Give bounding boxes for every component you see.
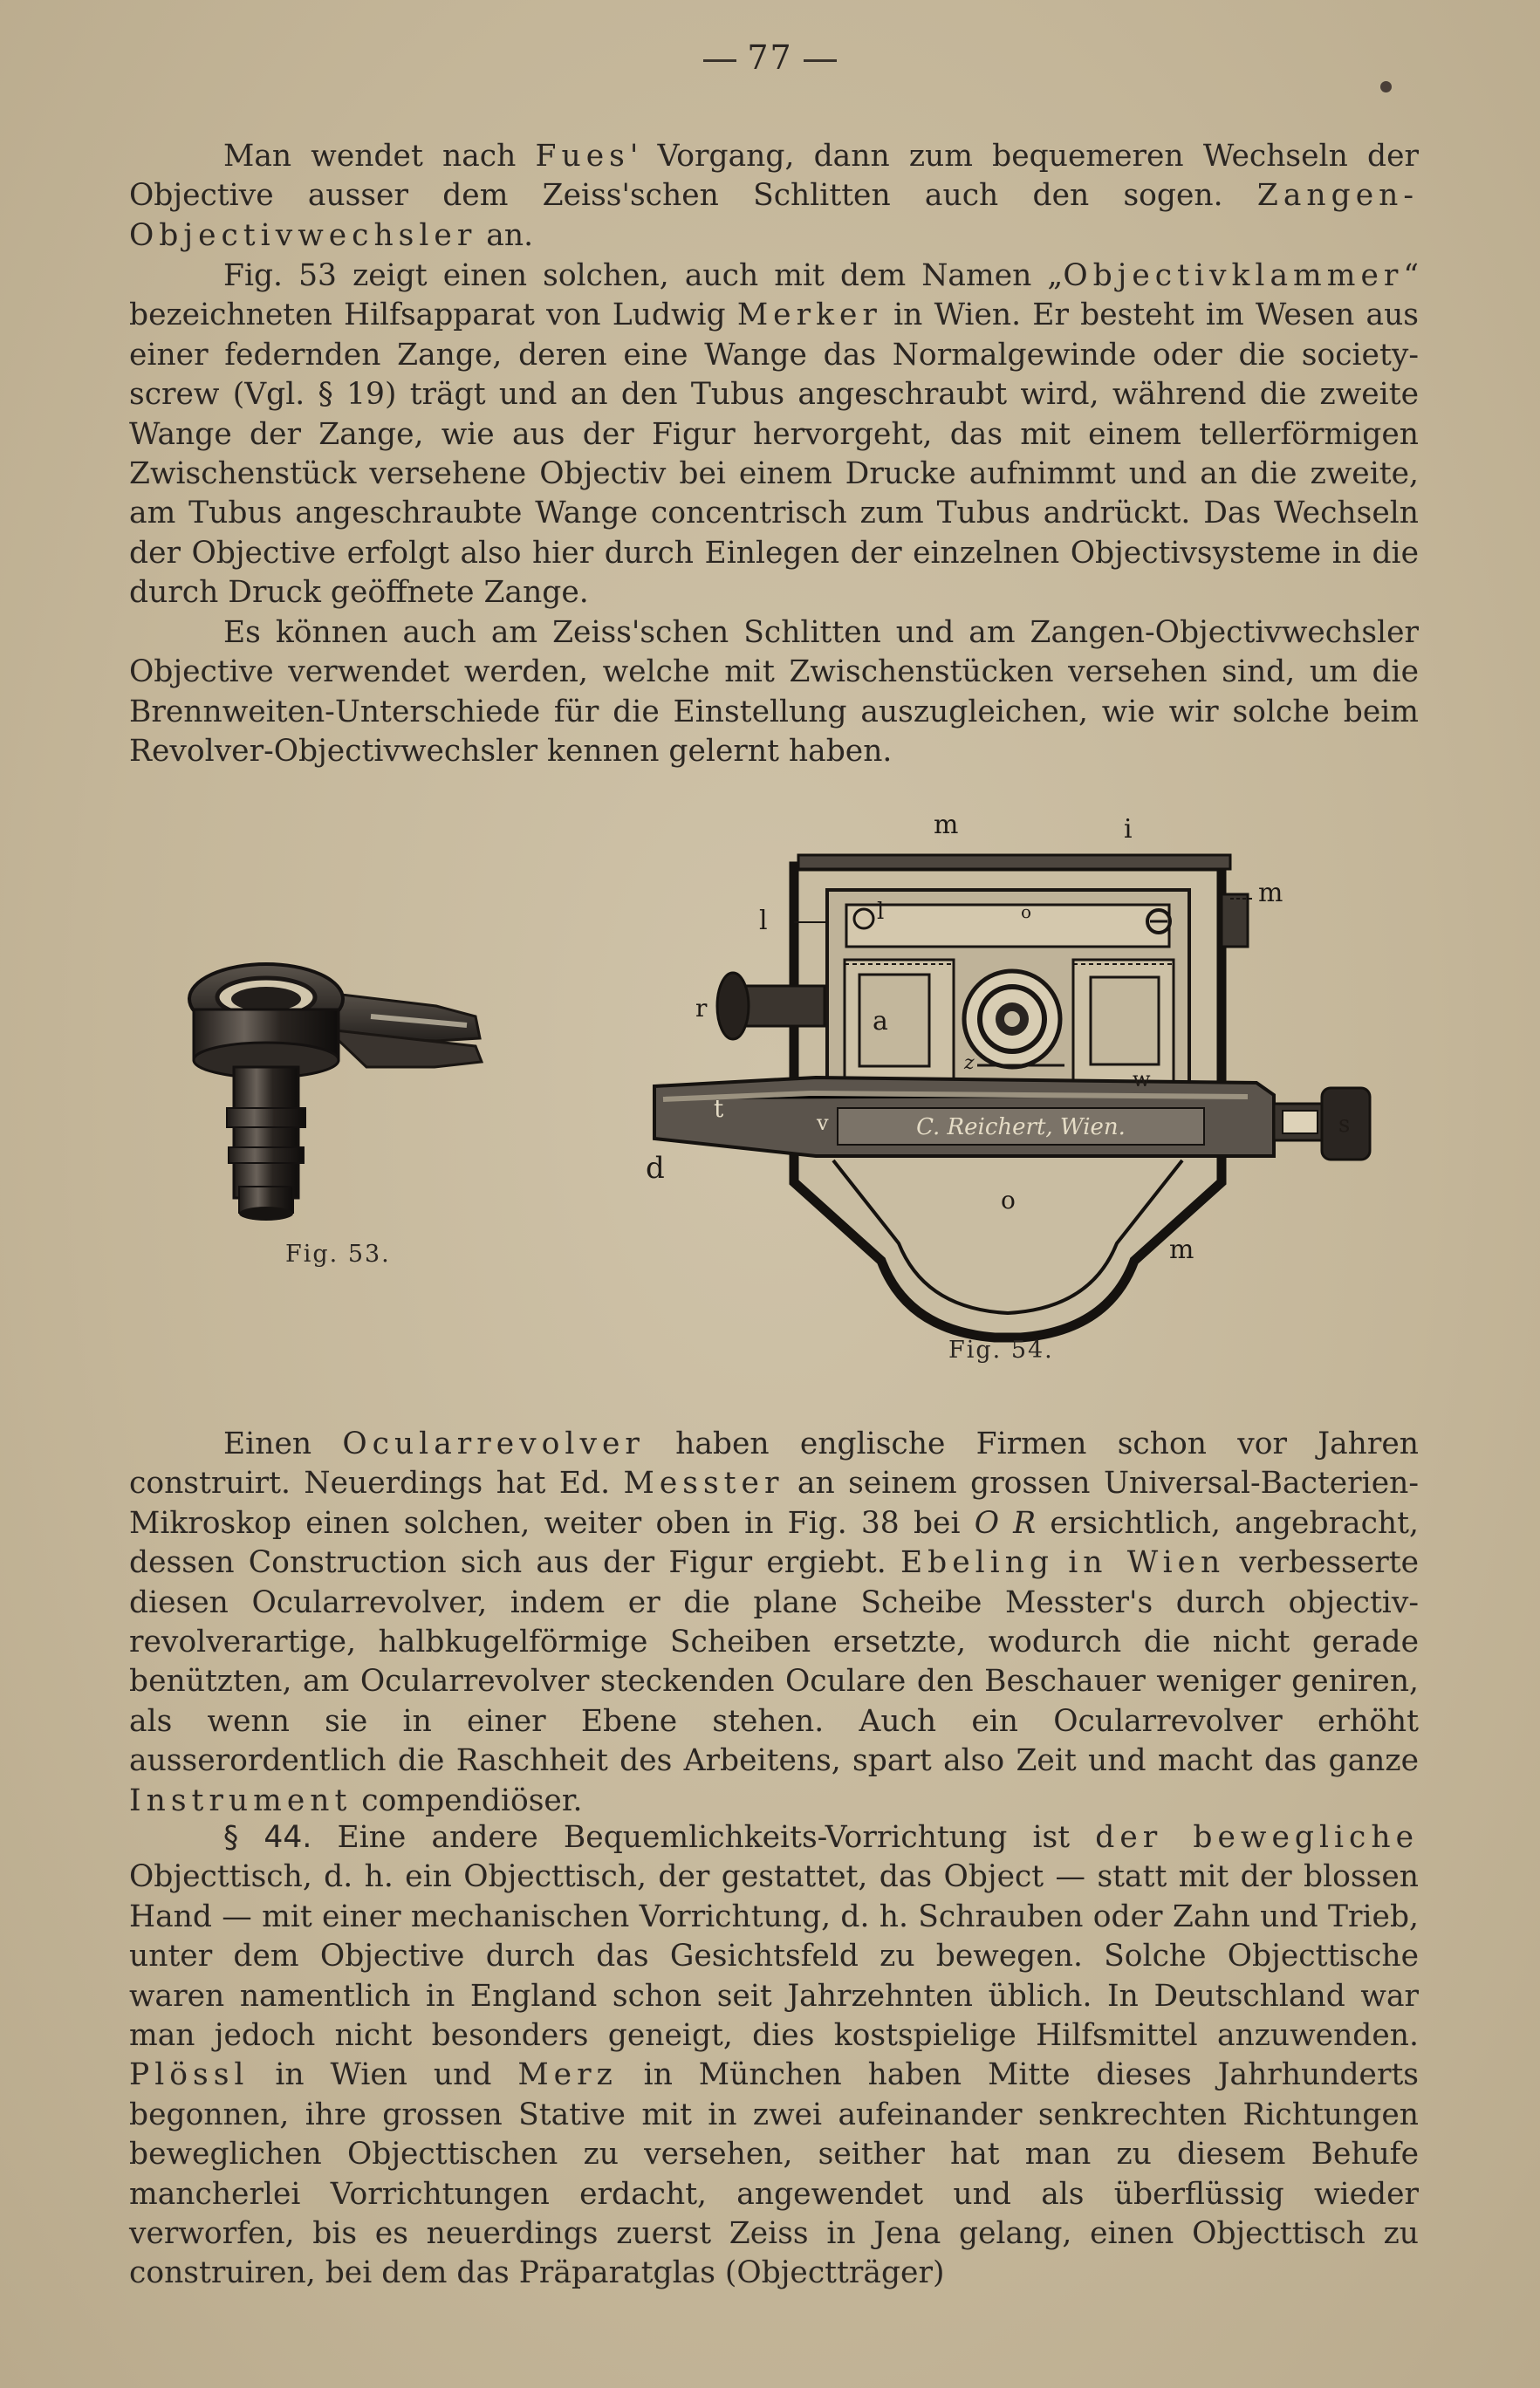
p4-text-7: compendiöser. (352, 1782, 583, 1818)
p4-text-1: Einen (223, 1427, 343, 1461)
p5-text-2: Objecttisch, d. h. ein Objecttisch, der gestattet, das Object — statt mit der blossen Hand — mit einer mechanischen Vorrichtung, d. h. Schrauben oder Zahn und Trieb, unter dem Objective durch das Gesichtsfeld zu bewegen. Solche Objecttische waren namentlich in England schon seit Jahrzehnten üblich. In Deutschland war man jedoch nicht besonders geneigt, dies kostspielige Hilfsmittel anzuwenden. (129, 1859, 1419, 2054)
p5-text-4: in München haben Mitte dieses Jahrhunderts begonnen, ihre grossen Stative mit in zwei aufeinander senkrechten Richtungen beweglichen Objecttischen zu versehen, seither hat man zu diesem Behufe mancherlei Vorrichtungen erdacht, angewendet und als überflüssig wieder verworfen, bis es neuerdings zuerst Zeiss in Jena gelang, einen Objecttisch zu construiren, bei dem das Präparatglas (Objectträger) (129, 2057, 1420, 2291)
header-dash-left (703, 59, 736, 62)
p4-word-instrument: Instrument (129, 1782, 352, 1818)
header-dash-right (804, 59, 837, 62)
p4-text-4: ersichtlich, angebracht, dessen Construction sich aus der Figur ergiebt. (129, 1505, 1419, 1581)
figure-53-illustration (175, 955, 497, 1226)
p4-text-6: verbesserte diesen Ocularrevolver, indem er die plane Scheibe Messter's durch objectiv-revolverartige, halbkugelförmige Scheiben ersetzte, wodurch die nicht gerade benützten, am Ocularrevolver steckenden Oculare den Beschauer weniger geniren, als wenn sie in einer Ebene stehen. Auch ein Ocularrevolver erhöht ausserordentlich die Raschheit des Arbeitens, spart also Zeit und macht das ganze (129, 1545, 1419, 1779)
page-header (0, 38, 1540, 77)
label-z: z (964, 1052, 975, 1074)
figure-54-caption: Fig. 54. (948, 1337, 1054, 1364)
p1-text-1: Man wendet nach (223, 139, 536, 174)
p1-term: Zangen-Objectivwechsler (129, 178, 1419, 253)
paragraph-2 (129, 257, 1419, 613)
p2-text-3: in Wien. Er besteht im Wesen aus einer federnden Zange, deren eine Wange das Normalgewinde oder die society-screw (Vgl. § 19) trägt und an den Tubus angeschraubt wird, während die zweite Wange der Zange, wie aus der Figur hervorgeht, das mit einem tellerförmigen Zwischenstück versehene Objectiv bei einem Drucke aufnimmt und an die zweite, am Tubus angeschraubte Wange concentrisch zum Tubus andrückt. Das Wechseln der Objective erfolgt also hier durch Einlegen der einzelnen Objectivsysteme in die durch Druck geöffnete Zange. (129, 298, 1419, 611)
label-i-top: i (1124, 814, 1133, 845)
label-v: v (817, 1111, 829, 1135)
p5-term: der bewegliche (1095, 1820, 1419, 1855)
label-s: s (1338, 1112, 1351, 1138)
label-d: d (646, 1151, 665, 1186)
p5-name-merz: Merz (517, 2057, 618, 2093)
label-m-top: m (934, 810, 959, 840)
label-w: w (1133, 1067, 1151, 1091)
p4-place-wien: in Wien (1068, 1545, 1226, 1581)
p1-text-3: an. (476, 217, 534, 253)
label-a: a (873, 1006, 888, 1037)
p5-text-3: in Wien und (249, 2057, 518, 2093)
p2-text-2: “ bezeichneten Hilfsapparat von Ludwig (129, 258, 1419, 333)
ink-spot (1380, 81, 1392, 92)
p4-name-ebeling: Ebeling (900, 1545, 1055, 1581)
p2-term: Objectivklammer (1063, 258, 1404, 293)
label-m-right: m (1258, 878, 1283, 908)
p4-text-5 (1054, 1545, 1068, 1580)
figure-54-illustration (611, 807, 1396, 1348)
p4-text-2: haben englische Firmen schon vor Jahren construirt. Neuerdings hat Ed. (129, 1427, 1419, 1502)
p4-figure-ref: O R (974, 1505, 1037, 1541)
label-o-top: o (1021, 901, 1032, 922)
p5-text-1: Eine andere Bequemlichkeits-Vorrichtung ist (311, 1820, 1096, 1855)
label-t: t (714, 1094, 724, 1123)
p4-name-messter: Messter (623, 1466, 784, 1502)
label-l-inner: l (877, 899, 885, 925)
paragraph-3: Es können auch am Zeiss'schen Schlitten und am Zangen-Objectivwechsler Objective verwendet werden, welche mit Zwischenstücken versehen sind, um die Brennweiten-Unterschiede für die Einstellung auszugleichen, wie wir solche beim Revolver-Objectivwechsler kennen gelernt haben. (129, 615, 1419, 770)
label-l-left: l (759, 906, 768, 936)
page-number: 77 (747, 38, 793, 77)
p1-name-fues: Fues (535, 139, 630, 174)
p4-term: Ocularrevolver (342, 1427, 645, 1461)
paragraph-1 (129, 137, 1419, 256)
p2-text-1: Fig. 53 zeigt einen solchen, auch mit dem Namen „ (223, 258, 1064, 293)
label-o-bottom: o (1001, 1186, 1016, 1215)
section-number: § 44. (223, 1820, 312, 1855)
figure-53-caption: Fig. 53. (285, 1241, 391, 1268)
fig54-engraving: C. Reichert, Wien. (916, 1114, 1126, 1140)
p2-name-merker: Merker (736, 298, 882, 333)
p1-text-2: ' Vorgang, dann zum bequemeren Wechseln der Objective ausser dem Zeiss'schen Schlitten auch den sogen. (129, 139, 1419, 214)
label-m-bottom: m (1169, 1235, 1194, 1265)
paragraph-4 (129, 1425, 1419, 1821)
label-r: r (695, 994, 708, 1023)
p5-name-ploessl: Plössl (129, 2057, 250, 2093)
p4-text-3: an seinem grossen Universal-Bacterien-Mikroskop einen solchen, weiter oben in Fig. 38 bei (129, 1466, 1419, 1541)
paragraph-5 (129, 1818, 1419, 2294)
